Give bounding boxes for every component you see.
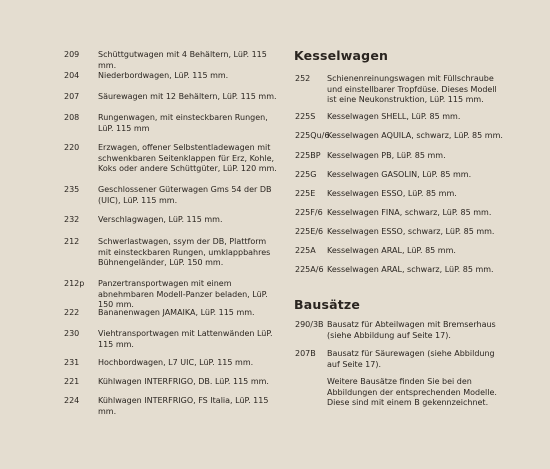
item-number: 221 bbox=[64, 377, 80, 386]
item-description: Kesselwagen GASOLIN, LüP. 85 mm. bbox=[327, 170, 472, 179]
list-item bbox=[295, 208, 503, 220]
list-item bbox=[295, 246, 503, 258]
list-item bbox=[64, 50, 278, 72]
list-item bbox=[295, 131, 503, 143]
list-item bbox=[295, 170, 503, 182]
item-description: Kesselwagen ARAL, schwarz, LüP. 85 mm. bbox=[327, 265, 494, 274]
list-item bbox=[64, 329, 278, 351]
list-item bbox=[64, 215, 278, 227]
item-description: Kühlwagen INTERFRIGO, FS Italia, LüP. 115 mm. bbox=[98, 396, 269, 416]
list-item bbox=[295, 74, 503, 107]
item-description: Rungenwagen, mit einsteckbaren Rungen, LüP. 115 mm bbox=[98, 113, 268, 133]
item-description: Erzwagen, offener Selbstentladewagen mit schwenkbaren Seitenklappen für Erz, Kohle, Koks oder andere Schüttgüter, LüP. 120 mm. bbox=[98, 143, 277, 173]
list-item bbox=[295, 320, 503, 342]
item-description: Kesselwagen ESSO, LüP. 85 mm. bbox=[327, 189, 457, 198]
item-number: 252 bbox=[295, 74, 311, 83]
item-description: Schienenreinungswagen mit Füllschraube und einstellbarer Tropfdüse. Dieses Modell ist eine Neukonstruktion, LüP. 115 mm. bbox=[327, 74, 497, 104]
item-number: 222 bbox=[64, 308, 80, 317]
item-number: 224 bbox=[64, 396, 80, 405]
item-description: Kühlwagen INTERFRIGO, DB. LüP. 115 mm. bbox=[98, 377, 269, 386]
item-number: 225F/6 bbox=[295, 208, 323, 217]
list-item bbox=[64, 185, 278, 207]
list-item bbox=[64, 71, 278, 83]
item-number: 212p bbox=[64, 279, 85, 288]
item-number: 225BP bbox=[295, 151, 321, 160]
item-number: 207 bbox=[64, 92, 80, 101]
item-number: 225E/6 bbox=[295, 227, 324, 236]
list-item bbox=[295, 112, 503, 124]
item-description: Schwerlastwagen, ssym der DB, Plattform mit einsteckbaren Rungen, umklappbahres Bühnengeländer, LüP. 150 mm. bbox=[98, 237, 271, 267]
item-number: 225E bbox=[295, 189, 316, 198]
item-description: Geschlossener Güterwagen Gms 54 der DB (UIC), LüP. 115 mm. bbox=[98, 185, 272, 205]
item-number: 204 bbox=[64, 71, 80, 80]
item-description: Bananenwagen JAMAIKA, LüP. 115 mm. bbox=[98, 308, 255, 317]
item-number: 208 bbox=[64, 113, 80, 122]
list-item bbox=[295, 189, 503, 201]
list-item bbox=[64, 237, 278, 270]
item-number: 212 bbox=[64, 237, 80, 246]
footnote: Weitere Bausätze finden Sie bei den Abbildungen der entsprechenden Modelle. Diese sind mit einem B gekennzeichnet. bbox=[327, 377, 497, 407]
item-number: 220 bbox=[64, 143, 80, 152]
item-description: Kesselwagen PB, LüP. 85 mm. bbox=[327, 151, 446, 160]
item-number: 225A/6 bbox=[295, 265, 324, 274]
item-number: 235 bbox=[64, 185, 80, 194]
item-description: Kesselwagen FINA, schwarz, LüP. 85 mm. bbox=[327, 208, 492, 217]
item-description: Niederbordwagen, LüP. 115 mm. bbox=[98, 71, 229, 80]
item-number: 209 bbox=[64, 50, 80, 59]
list-item bbox=[64, 92, 278, 104]
item-description: Panzertransportwagen mit einem abnehmbaren Modell-Panzer beladen, LüP. 150 mm. bbox=[98, 279, 268, 309]
list-item bbox=[295, 227, 503, 239]
item-number: 225A bbox=[295, 246, 316, 255]
list-item bbox=[295, 265, 503, 277]
section-heading: Kesselwagen bbox=[294, 48, 389, 63]
list-item bbox=[64, 113, 278, 135]
item-number: 207B bbox=[295, 349, 316, 358]
list-item bbox=[64, 377, 278, 389]
item-number: 225S bbox=[295, 112, 316, 121]
item-description: Bausatz für Säurewagen (siehe Abbildung auf Seite 17). bbox=[327, 349, 495, 369]
item-number: 231 bbox=[64, 358, 80, 367]
item-number: 225G bbox=[295, 170, 317, 179]
list-item bbox=[295, 151, 503, 163]
section-heading: Bausätze bbox=[294, 297, 361, 312]
list-item bbox=[64, 308, 278, 320]
item-description: Viehtransportwagen mit Lattenwänden LüP. 115 mm. bbox=[98, 329, 273, 349]
list-item bbox=[64, 143, 278, 176]
list-item bbox=[64, 279, 278, 309]
item-description: Verschlagwagen, LüP. 115 mm. bbox=[98, 215, 223, 224]
item-description: Kesselwagen ESSO, schwarz, LüP. 85 mm. bbox=[327, 227, 495, 236]
item-description: Säurewagen mit 12 Behältern, LüP. 115 mm. bbox=[98, 92, 277, 101]
list-item bbox=[64, 358, 278, 370]
item-description: Kesselwagen SHELL, LüP. 85 mm. bbox=[327, 112, 461, 121]
item-description: Schüttgutwagen mit 4 Behältern, LüP. 115 mm. bbox=[98, 50, 267, 70]
item-number: 290/3B bbox=[295, 320, 324, 329]
list-item bbox=[295, 349, 503, 371]
item-number: 230 bbox=[64, 329, 80, 338]
item-description: Bausatz für Abteilwagen mit Bremserhaus (siehe Abbildung auf Seite 17). bbox=[327, 320, 496, 340]
item-description: Kesselwagen AQUILA, schwarz, LüP. 85 mm. bbox=[327, 131, 503, 140]
item-description: Kesselwagen ARAL, LüP. 85 mm. bbox=[327, 246, 456, 255]
list-item bbox=[64, 396, 278, 416]
item-number: 225Qu/6 bbox=[295, 131, 330, 140]
item-number: 232 bbox=[64, 215, 80, 224]
item-description: Hochbordwagen, L7 UIC, LüP. 115 mm. bbox=[98, 358, 254, 367]
